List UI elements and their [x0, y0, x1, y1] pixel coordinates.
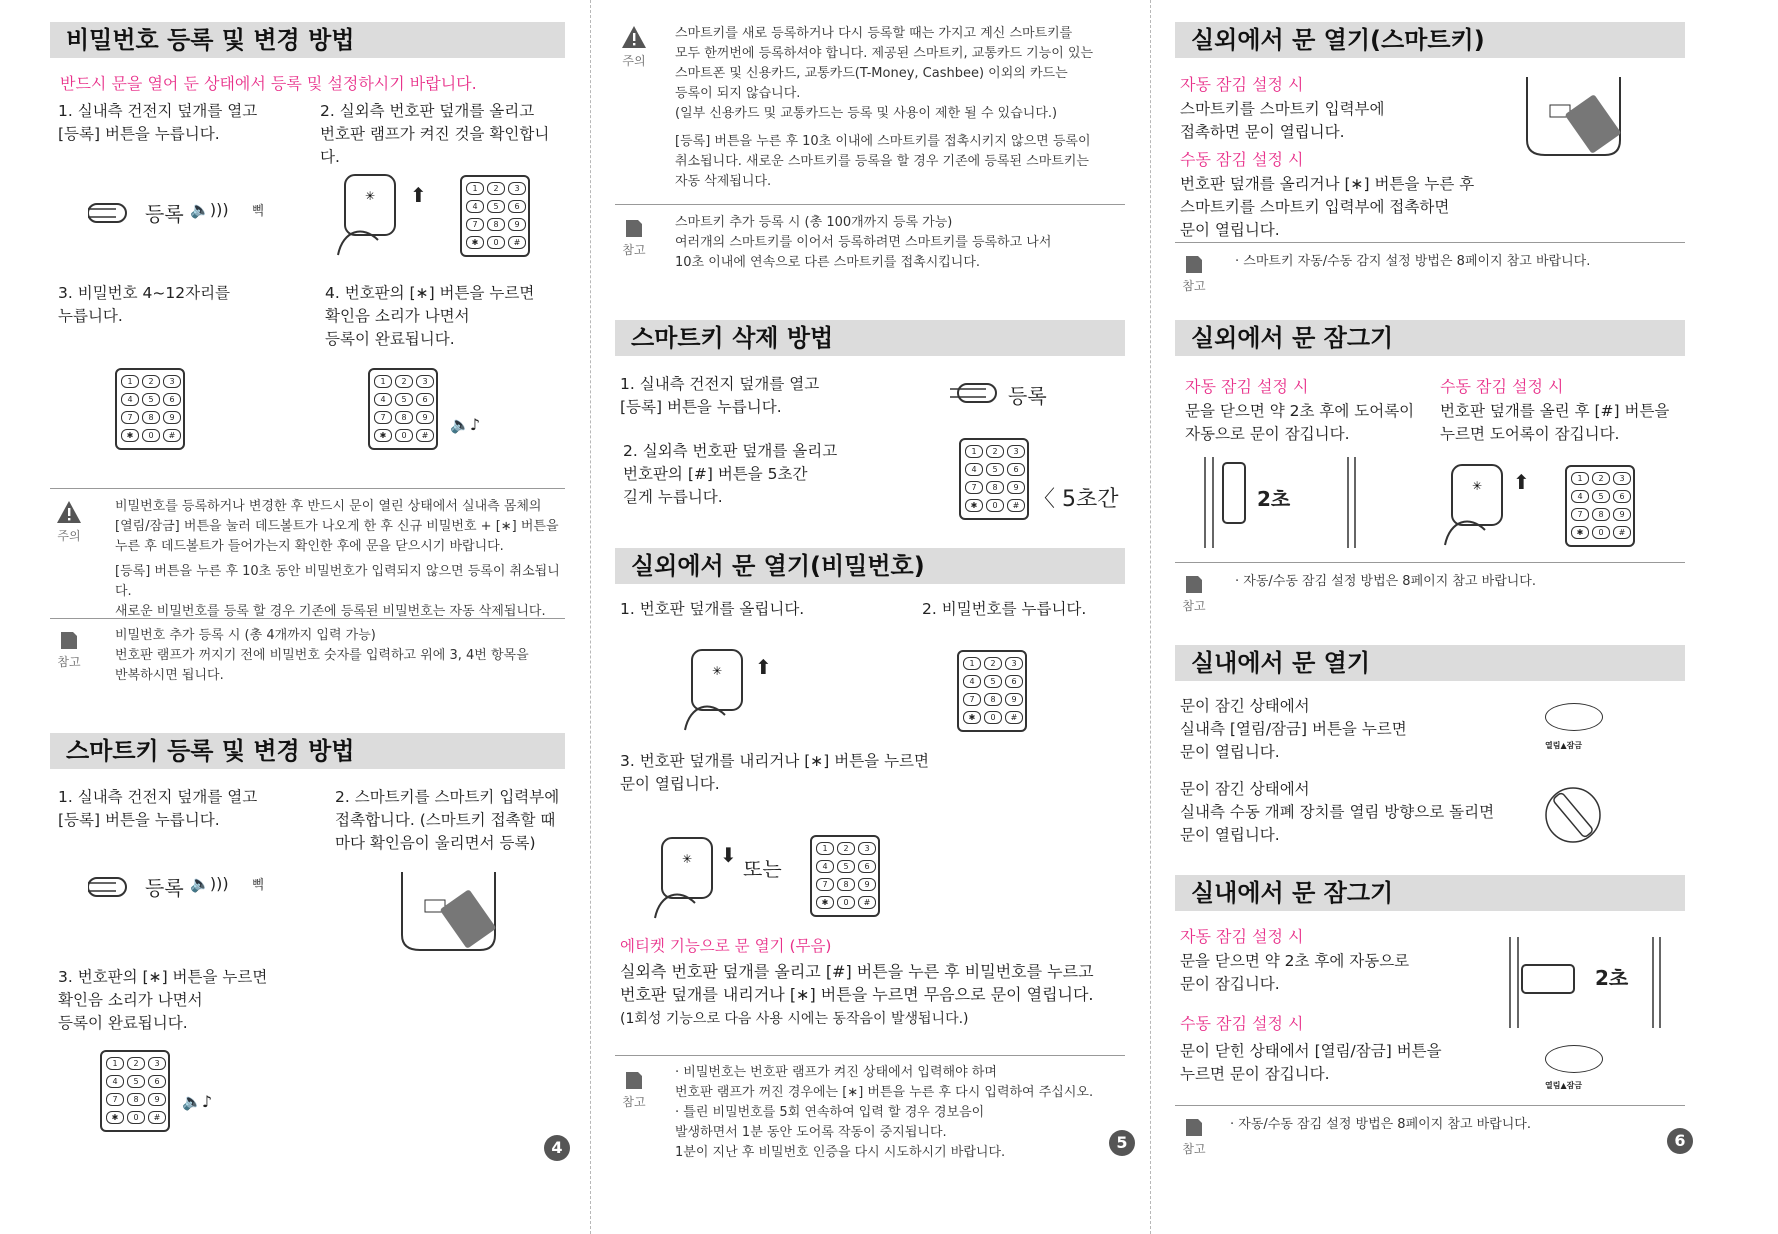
register-label: 등록	[1008, 384, 1047, 408]
keypad-key: ✱	[466, 236, 484, 249]
note-icon	[615, 216, 653, 258]
keypad-key: 0	[127, 1111, 145, 1124]
svg-text:✳: ✳	[712, 664, 723, 678]
page-number: 6	[1667, 1128, 1693, 1154]
keypad-key: 7	[965, 481, 983, 494]
note-text: · 스마트키 자동/수동 감지 설정 방법은 8페이지 참고 바랍니다.	[1235, 254, 1591, 269]
keypad-key: 1	[106, 1057, 124, 1070]
caution-label: 주의	[622, 54, 646, 68]
keypad-key: 5	[984, 675, 1002, 688]
svg-text:✳: ✳	[1472, 479, 1483, 493]
step-1-text: 1. 실내측 건전지 덮개를 열고 [등록] 버튼을 누릅니다.	[58, 788, 258, 829]
keypad-key: ✱	[965, 499, 983, 512]
keypad-illustration	[460, 175, 530, 257]
keypad-key: #	[858, 896, 876, 909]
keypad-key: 9	[148, 1093, 166, 1106]
keypad-key: 8	[986, 481, 1004, 494]
keypad-key: 2	[1592, 472, 1610, 485]
keypad-key: 6	[508, 200, 526, 213]
keypad-key: #	[1007, 499, 1025, 512]
keypad-key: 0	[986, 499, 1004, 512]
note-icon	[1175, 1115, 1213, 1157]
step-1-text: 1. 실내측 건전지 덮개를 열고 [등록] 버튼을 누릅니다.	[620, 375, 820, 416]
etiquette-note: (1회성 기능으로 다음 사용 시에는 동작음이 발생됩니다.)	[620, 1011, 969, 1027]
keypad-key: ✱	[963, 711, 981, 724]
keypad-key: 0	[837, 896, 855, 909]
etiquette-text: 실외측 번호판 덮개를 올리고 [#] 버튼을 누른 후 비밀번호를 누르고 번호판 덮개를 내리거나 [∗] 버튼을 누르면 무음으로 문이 열립니다.	[620, 962, 1094, 1004]
keypad-key: 0	[142, 429, 160, 442]
keypad-key: 5	[986, 463, 1004, 476]
keypad-key: 4	[121, 393, 139, 406]
keypad-key: ✱	[121, 429, 139, 442]
keypad-key: 0	[395, 429, 413, 442]
divider	[1175, 1105, 1685, 1106]
keypad-key: 8	[127, 1093, 145, 1106]
caution-text-1: 스마트키를 새로 등록하거나 다시 등록할 때는 가지고 계신 스마트키를 모두 한꺼번에 등록하셔야 합니다. 제공된 스마트키, 교통카드 기능이 있는 스마트폰 및 신용카드, 교통카드(T-Money, Cashbee) 이외의 카드는 등록이 되지 않습니다. (일부 신용카드 및 교통카드는 등록 및 사용이 제한 될 수 있습니다.)	[675, 26, 1094, 121]
register-button-illustration	[950, 378, 1010, 412]
beep-label: 삑	[252, 204, 265, 219]
open-lock-label: 열림▲잠금	[1545, 1081, 1583, 1090]
keypad-key: 5	[1592, 490, 1610, 503]
or-label: 또는	[743, 857, 782, 881]
column-divider	[590, 0, 591, 1234]
page-5	[615, 0, 1128, 1234]
keypad-press-illustration	[959, 438, 1029, 520]
step-3-text: 3. 비밀번호 4~12자리를 누릅니다.	[58, 284, 231, 325]
keypad-key: 9	[508, 218, 526, 231]
keypad-key: #	[1613, 526, 1631, 539]
note-icon	[1175, 252, 1213, 294]
keypad-key: 3	[1613, 472, 1631, 485]
divider	[50, 488, 565, 489]
section-title: 비밀번호 등록 및 변경 방법	[50, 22, 565, 58]
keypad-key: 2	[986, 445, 1004, 458]
caution-text-1: 비밀번호를 등록하거나 변경한 후 반드시 문이 열린 상태에서 실내측 몸체의 [열림/잠금] 버튼을 눌러 데드볼트가 나오게 한 후 신규 비밀번호 + [∗] 버튼을 누른 후 데드볼트가 들어가는지 확인한 후에 문을 닫으시기 바랍니다.	[115, 499, 559, 554]
auto-lock-title: 자동 잠김 설정 시	[1180, 927, 1304, 946]
arrow-up-icon: ⬆	[410, 183, 427, 207]
keypad-key: 4	[106, 1075, 124, 1088]
keypad-key: 5	[127, 1075, 145, 1088]
keypad-key: 8	[487, 218, 505, 231]
section-title: 실내에서 문 열기	[1175, 645, 1685, 681]
auto-lock-text: 스마트키를 스마트키 입력부에 접촉하면 문이 열립니다.	[1180, 100, 1385, 141]
step-2-text: 2. 비밀번호를 누릅니다.	[922, 600, 1087, 618]
keypad-key: 3	[163, 375, 181, 388]
keypad-key: 0	[984, 711, 1002, 724]
keypad-key: 7	[816, 878, 834, 891]
auto-lock-text: 문을 닫으면 약 2초 후에 자동으로 문이 잠깁니다.	[1180, 952, 1410, 993]
note-label: 참고	[1182, 279, 1206, 293]
section-title: 스마트키 등록 및 변경 방법	[50, 733, 565, 769]
keypad-key: 3	[1005, 657, 1023, 670]
keypad-key: ✱	[106, 1111, 124, 1124]
keypad-key: 4	[1571, 490, 1589, 503]
manual-lock-title: 수동 잠김 설정 시	[1180, 150, 1304, 169]
divider	[50, 618, 565, 619]
smartkey-touch-illustration	[1525, 75, 1655, 169]
keypad-key: 1	[374, 375, 392, 388]
door-lock-illustration	[1508, 935, 1668, 1034]
open-lock-button-illustration	[1545, 703, 1603, 731]
step-2-text: 2. 실외측 번호판 덮개를 올리고 번호판 램프가 켜진 것을 확인합니다.	[320, 102, 550, 166]
arrow-up-icon: ⬆	[755, 655, 772, 679]
keypad-key: #	[148, 1111, 166, 1124]
keypad-key: 7	[374, 411, 392, 424]
keypad-illustration	[115, 368, 185, 450]
note-icon	[50, 628, 88, 670]
thumbturn-illustration	[1543, 785, 1603, 849]
keypad-key: 3	[1007, 445, 1025, 458]
hand-cover-illustration	[333, 170, 413, 264]
keypad-key: 8	[837, 878, 855, 891]
keypad-key: 0	[487, 236, 505, 249]
keypad-key: 1	[1571, 472, 1589, 485]
keypad-key: 8	[142, 411, 160, 424]
note-text: · 자동/수동 잠김 설정 방법은 8페이지 참고 바랍니다.	[1230, 1117, 1532, 1132]
keypad-key: 2	[142, 375, 160, 388]
caution-label: 주의	[57, 529, 81, 543]
keypad-key: 2	[395, 375, 413, 388]
keypad-key: 6	[416, 393, 434, 406]
keypad-key: 3	[508, 182, 526, 195]
keypad-key: 5	[142, 393, 160, 406]
keypad-key: ✱	[374, 429, 392, 442]
manual-lock-text: 번호판 덮개를 올리거나 [∗] 버튼을 누른 후 스마트키를 스마트키 입력부에 접촉하면 문이 열립니다.	[1180, 175, 1475, 239]
keypad-key: 6	[1005, 675, 1023, 688]
keypad-key: 4	[965, 463, 983, 476]
keypad-key: 7	[106, 1093, 124, 1106]
keypad-key: 5	[487, 200, 505, 213]
keypad-key: 2	[837, 842, 855, 855]
caution-text-2: [등록] 버튼을 누른 후 10초 이내에 스마트키를 접촉시키지 않으면 등록이 취소됩니다. 새로운 스마트키를 등록을 할 경우 기존에 등록된 스마트키는 자동 삭제됩니다.	[675, 134, 1091, 189]
keypad-key: 9	[416, 411, 434, 424]
keypad-key: 2	[984, 657, 1002, 670]
keypad-key: 6	[1613, 490, 1631, 503]
keypad-key: 2	[487, 182, 505, 195]
step-4-text: 4. 번호판의 [∗] 버튼을 누르면 확인음 소리가 나면서 등록이 완료됩니다.	[325, 284, 535, 348]
sound-icon: 🔈♪	[182, 1092, 213, 1111]
keypad-key: 3	[416, 375, 434, 388]
keypad-key: 1	[965, 445, 983, 458]
keypad-key: 4	[963, 675, 981, 688]
keypad-press-illustration	[368, 368, 438, 450]
section-title: 스마트키 삭제 방법	[615, 320, 1125, 356]
keypad-key: 1	[963, 657, 981, 670]
step-3-text: 3. 번호판 덮개를 내리거나 [∗] 버튼을 누르면 문이 열립니다.	[620, 752, 930, 793]
keypad-key: 7	[963, 693, 981, 706]
open-lock-button-illustration	[1545, 1045, 1603, 1073]
keypad-key: 8	[1592, 508, 1610, 521]
keypad-key: 1	[816, 842, 834, 855]
speaker-icon: 🔈)))	[190, 200, 229, 219]
divider	[1175, 562, 1685, 563]
keypad-key: 7	[1571, 508, 1589, 521]
manual-lock-text: 문이 닫힌 상태에서 [열림/잠금] 버튼을 누르면 문이 잠깁니다.	[1180, 1042, 1442, 1083]
manual-lock-text: 번호판 덮개를 올린 후 [#] 버튼을 누르면 도어록이 잠깁니다.	[1440, 402, 1670, 443]
open-in-text-1: 문이 잠긴 상태에서 실내측 [열림/잠금] 버튼을 누르면 문이 열립니다.	[1180, 697, 1407, 761]
open-lock-label: 열림▲잠금	[1545, 741, 1583, 750]
keypad-key: 9	[163, 411, 181, 424]
keypad-press-illustration	[100, 1050, 170, 1132]
sound-icon: 🔈♪	[450, 415, 481, 434]
note-text: 스마트키 추가 등록 시 (총 100개까지 등록 가능) 여러개의 스마트키를 이어서 등록하려면 스마트키를 등록하고 나서 10초 이내에 연속으로 다른 스마트키를 접촉시킵니다.	[675, 215, 1052, 270]
keypad-key: 4	[374, 393, 392, 406]
keypad-key: 2	[127, 1057, 145, 1070]
speaker-icon: 🔈)))	[190, 874, 229, 893]
note-label: 참고	[57, 655, 81, 669]
keypad-key: ✱	[816, 896, 834, 909]
keypad-key: #	[1005, 711, 1023, 724]
keypad-key: 6	[148, 1075, 166, 1088]
manual-lock-title: 수동 잠김 설정 시	[1180, 1014, 1304, 1033]
section-title: 실내에서 문 잠그기	[1175, 875, 1685, 911]
keypad-key: ✱	[1571, 526, 1589, 539]
section-title: 실외에서 문 잠그기	[1175, 320, 1685, 356]
note-label: 참고	[622, 1095, 646, 1109]
hand-cover-illustration	[1440, 460, 1520, 554]
keypad-press-illustration	[810, 835, 880, 917]
page-number: 5	[1109, 1130, 1135, 1156]
step-1-text: 1. 번호판 덮개를 올립니다.	[620, 600, 805, 618]
register-label: 등록	[145, 202, 184, 226]
keypad-key: #	[508, 236, 526, 249]
keypad-key: 4	[816, 860, 834, 873]
step-3-text: 3. 번호판의 [∗] 버튼을 누르면 확인음 소리가 나면서 등록이 완료됩니다.	[58, 968, 268, 1032]
keypad-key: 4	[466, 200, 484, 213]
note-text: · 자동/수동 잠김 설정 방법은 8페이지 참고 바랍니다.	[1235, 574, 1537, 589]
keypad-key: 5	[395, 393, 413, 406]
section-title: 실외에서 문 열기(스마트키)	[1175, 22, 1685, 58]
auto-lock-title: 자동 잠김 설정 시	[1185, 377, 1309, 396]
keypad-key: 9	[858, 878, 876, 891]
note-icon	[1175, 572, 1213, 614]
keypad-key: 9	[1007, 481, 1025, 494]
keypad-key: 5	[837, 860, 855, 873]
note-icon	[615, 1068, 653, 1110]
note-text: 비밀번호 추가 등록 시 (총 4개까지 입력 가능) 번호판 램프가 꺼지기 전에 비밀번호 숫자를 입력하고 위에 3, 4번 항목을 반복하시면 됩니다.	[115, 628, 529, 683]
keypad-key: 1	[121, 375, 139, 388]
page-number: 4	[544, 1135, 570, 1161]
caution-icon	[50, 500, 88, 544]
svg-text:✳: ✳	[682, 852, 693, 866]
step-2-text: 2. 실외측 번호판 덮개를 올리고 번호판의 [#] 버튼을 5초간 길게 누릅니다.	[623, 442, 838, 506]
keypad-key: 3	[858, 842, 876, 855]
svg-text:✳: ✳	[365, 189, 376, 203]
page-4	[50, 0, 565, 1234]
hand-cover-illustration	[650, 833, 730, 927]
page-6	[1175, 0, 1685, 1234]
arrow-down-icon: ⬇	[720, 843, 737, 867]
note-label: 참고	[1182, 1142, 1206, 1156]
keypad-key: 9	[1005, 693, 1023, 706]
divider	[1175, 242, 1685, 243]
arrow-up-icon: ⬆	[1513, 470, 1530, 494]
keypad-key: #	[416, 429, 434, 442]
two-seconds-label: 2초	[1257, 487, 1291, 511]
smartkey-touch-illustration	[400, 870, 530, 964]
section-subtitle: 반드시 문을 열어 둔 상태에서 등록 및 설정하시기 바랍니다.	[60, 74, 477, 93]
note-label: 참고	[1182, 599, 1206, 613]
manual-lock-title: 수동 잠김 설정 시	[1440, 377, 1564, 396]
section-title: 실외에서 문 열기(비밀번호)	[615, 548, 1125, 584]
keypad-key: 6	[1007, 463, 1025, 476]
step-1-text: 1. 실내측 건전지 덮개를 열고 [등록] 버튼을 누릅니다.	[58, 102, 258, 143]
hand-cover-illustration	[680, 645, 760, 739]
keypad-illustration	[957, 650, 1027, 732]
auto-lock-text: 문을 닫으면 약 2초 후에 도어록이 자동으로 문이 잠깁니다.	[1185, 402, 1415, 443]
beep-label: 삑	[252, 878, 265, 893]
divider	[615, 204, 1125, 205]
etiquette-title: 에티켓 기능으로 문 열기 (무음)	[620, 937, 832, 955]
two-seconds-label: 2초	[1595, 966, 1629, 990]
step-2-text: 2. 스마트키를 스마트키 입력부에 접촉합니다. (스마트키 접촉할 때 마다 확인음이 울리면서 등록)	[335, 788, 560, 852]
caution-text-2: [등록] 버튼을 누른 후 10초 동안 비밀번호가 입력되지 않으면 등록이 취소됩니다. 새로운 비밀번호를 등록 할 경우 기존에 등록된 비밀번호는 자동 삭제됩니다.	[115, 564, 560, 619]
keypad-key: 0	[1592, 526, 1610, 539]
caution-icon	[615, 25, 653, 69]
keypad-key: #	[163, 429, 181, 442]
keypad-key: 7	[121, 411, 139, 424]
keypad-key: 7	[466, 218, 484, 231]
open-in-text-2: 문이 잠긴 상태에서 실내측 수동 개폐 장치를 열림 방향으로 돌리면 문이 열립니다.	[1180, 780, 1495, 844]
keypad-key: 3	[148, 1057, 166, 1070]
keypad-key: 8	[395, 411, 413, 424]
keypad-key: 9	[1613, 508, 1631, 521]
note-text: · 비밀번호는 번호판 램프가 켜진 상태에서 입력해야 하며 번호판 램프가 꺼진 경우에는 [∗] 버튼을 누른 후 다시 입력하여 주십시오. · 틀린 비밀번호를 5회 연속하여 입력 할 경우 경보음이 발생하면서 1분 동안 도어록 작동이 중지됩니다. 1분이 지난 후 비밀번호 인증을 다시 시도하시기 바랍니다.	[675, 1065, 1094, 1160]
register-label: 등록	[145, 876, 184, 900]
keypad-press-illustration	[1565, 465, 1635, 547]
note-label: 참고	[622, 243, 646, 257]
column-divider	[1150, 0, 1151, 1234]
divider	[615, 1055, 1125, 1056]
keypad-key: 8	[984, 693, 1002, 706]
five-seconds-label: 〈 5초간	[1033, 487, 1119, 512]
auto-lock-title: 자동 잠김 설정 시	[1180, 75, 1304, 94]
keypad-key: 6	[858, 860, 876, 873]
keypad-key: 1	[466, 182, 484, 195]
keypad-key: 6	[163, 393, 181, 406]
